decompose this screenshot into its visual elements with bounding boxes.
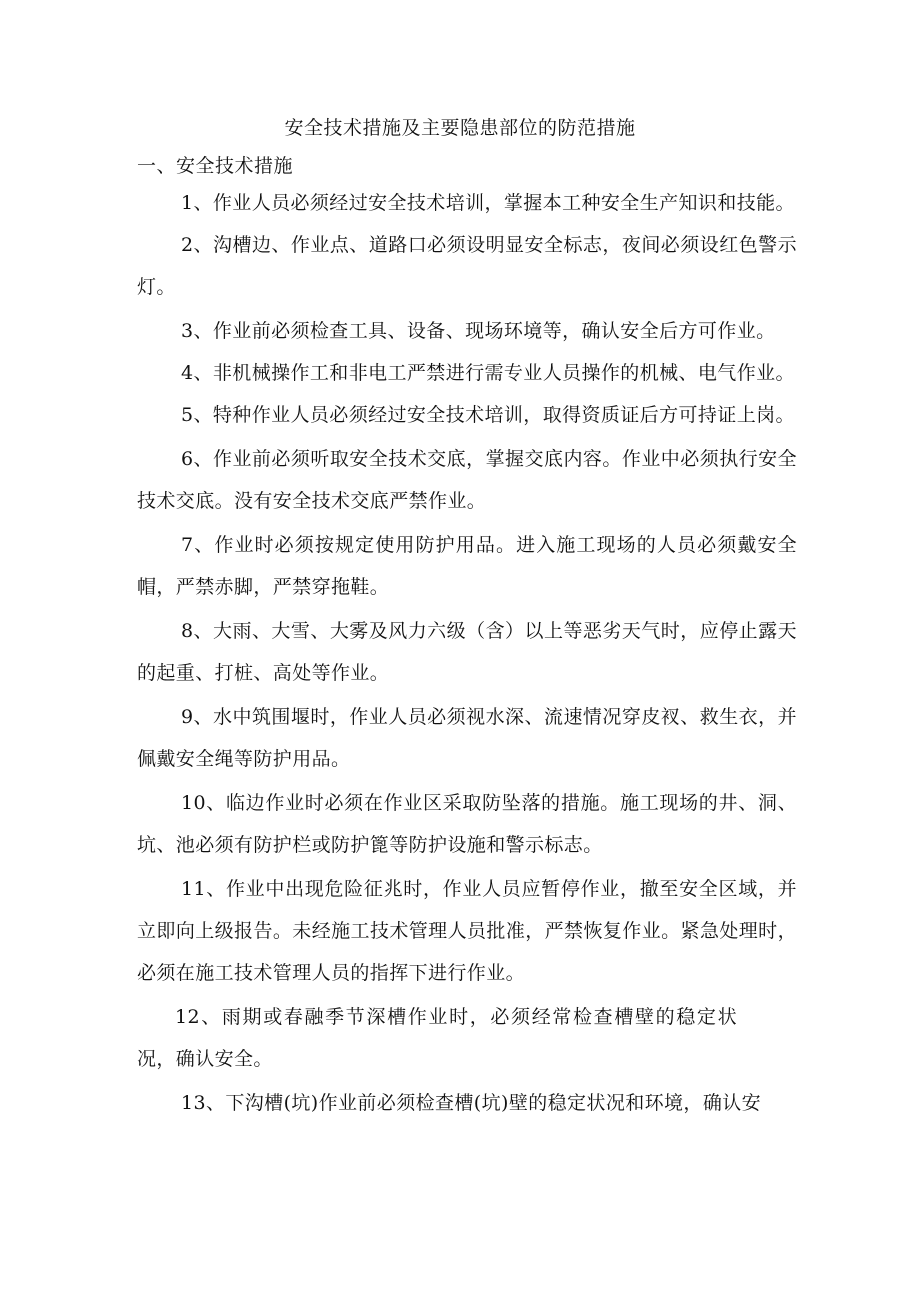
list-item: 13、下沟槽(坑)作业前必须检查槽(坑)壁的稳定状况和环境，确认安 [181,1092,762,1114]
list-item: 4、非机械操作工和非电工严禁进行需专业人员操作的机械、电气作业。 [181,362,795,384]
list-item: 9、水中筑围堰时，作业人员必须视水深、流速情况穿皮衩、救生衣，并佩戴安全绳等防护用品。 [137,706,797,770]
list-item: 1、作业人员必须经过安全技术培训，掌握本工种安全生产知识和技能。 [181,192,795,214]
list-item: 3、作业前必须检查工具、设备、现场环境等，确认安全后方可作业。 [181,320,776,342]
list-item: 7、作业时必须按规定使用防护用品。进入施工现场的人员必须戴安全帽，严禁赤脚，严禁穿拖鞋。 [137,534,797,598]
list-item: 6、作业前必须听取安全技术交底，掌握交底内容。作业中必须执行安全技术交底。没有安全技术交底严禁作业。 [137,448,797,512]
list-item: 10、临边作业时必须在作业区采取防坠落的措施。施工现场的井、洞、坑、池必须有防护栏或防护篦等防护设施和警示标志。 [137,792,797,856]
section-heading: 一、安全技术措施 [137,155,294,177]
list-item: 2、沟槽边、作业点、道路口必须设明显安全标志，夜间必须设红色警示灯。 [137,234,797,298]
list-item: 5、特种作业人员必须经过安全技术培训，取得资质证后方可持证上岗。 [181,404,795,426]
document-body [137,184,797,1126]
list-item: 8、大雨、大雪、大雾及风力六级（含）以上等恶劣天气时，应停止露天的起重、打桩、高处等作业。 [137,620,797,684]
list-item: 11、作业中出现危险征兆时，作业人员应暂停作业，撤至安全区域，并立即向上级报告。未经施工技术管理人员批准，严禁恢复作业。紧急处理时，必须在施工技术管理人员的指挥下进行作业。 [137,878,797,984]
document-title: 安全技术措施及主要隐患部位的防范措施 [284,117,636,139]
list-item: 12、雨期或春融季节深槽作业时，必须经常检查槽壁的稳定状况，确认安全。 [137,1006,737,1070]
